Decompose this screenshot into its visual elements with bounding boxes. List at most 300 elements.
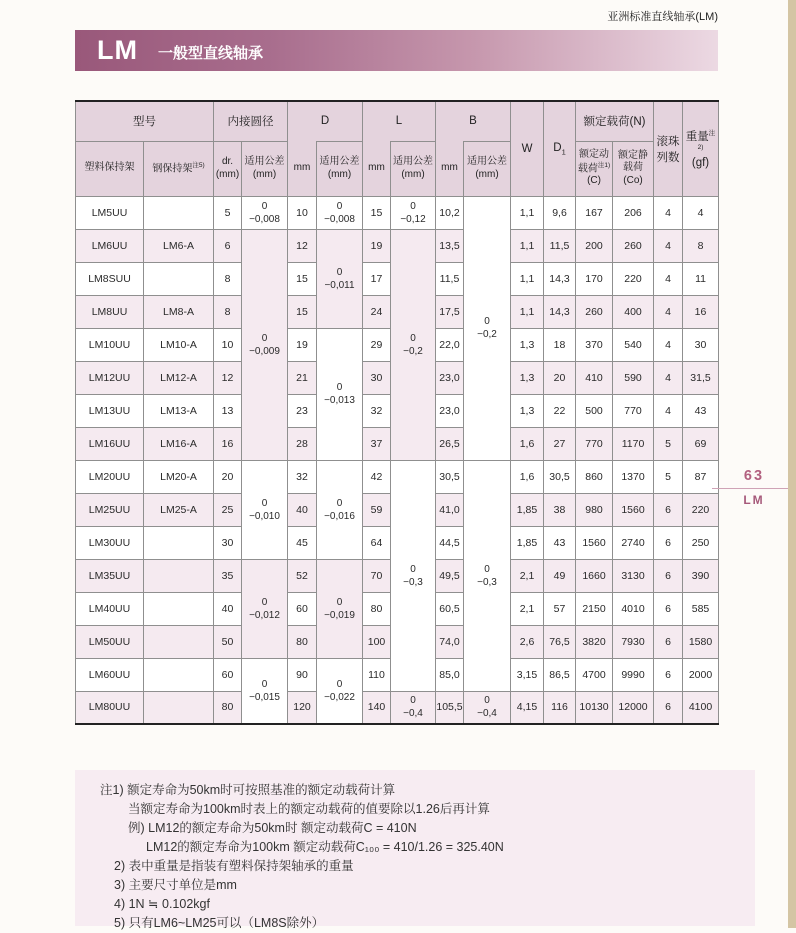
dr-tolerance-cell-upper: 0 xyxy=(261,678,268,690)
dr-tolerance-cell xyxy=(242,559,288,658)
d-value-cell: 52 xyxy=(288,559,317,592)
dr-tolerance-cell-lower: −0,015 xyxy=(249,691,280,703)
side-page-marker xyxy=(712,468,796,507)
ball-rows-cell: 6 xyxy=(654,592,683,625)
d1-value-cell: 22 xyxy=(544,394,576,427)
d-value-cell: 23 xyxy=(288,394,317,427)
ball-rows-cell: 4 xyxy=(654,295,683,328)
col-header-bore: 内接圆径 xyxy=(214,101,288,141)
weight-cell: 220 xyxy=(683,493,719,526)
page-section-label: LM xyxy=(743,493,765,507)
dynamic-load-sup: 注1) xyxy=(597,161,611,169)
b-value-cell: 105,5 xyxy=(436,691,464,724)
plastic-cage-model-cell: LM6UU xyxy=(76,229,144,262)
static-load-cell: 540 xyxy=(613,328,654,361)
footnote-line: 当额定寿命为100km时表上的额定动载荷的值要除以1.26后再计算 xyxy=(128,802,490,816)
col-header-static-load xyxy=(613,141,654,196)
static-load-line3: (Co) xyxy=(623,174,643,186)
section-banner xyxy=(75,30,718,71)
l-value-cell: 19 xyxy=(363,229,391,262)
w-value-cell: 4,15 xyxy=(511,691,544,724)
dr-value-cell: 25 xyxy=(214,493,242,526)
w-value-cell: 1,1 xyxy=(511,262,544,295)
l-tolerance-cell-lower: −0,4 xyxy=(403,708,423,720)
static-load-cell: 400 xyxy=(613,295,654,328)
b-tolerance-cell-upper: 0 xyxy=(484,563,490,575)
col-header-dr xyxy=(214,141,242,196)
dr-value-cell: 35 xyxy=(214,559,242,592)
d1-value-cell: 76,5 xyxy=(544,625,576,658)
w-value-cell: 1,6 xyxy=(511,460,544,493)
dynamic-load-cell: 770 xyxy=(576,427,613,460)
col-header-d: D xyxy=(288,101,363,141)
dynamic-load-cell: 1660 xyxy=(576,559,613,592)
dynamic-load-cell: 860 xyxy=(576,460,613,493)
d-tolerance-cell-upper: 0 xyxy=(336,266,343,278)
l-tolerance-cell-upper: 0 xyxy=(410,563,416,575)
d1-value-cell: 20 xyxy=(544,361,576,394)
weight-cell: 2000 xyxy=(683,658,719,691)
ball-rows-cell: 5 xyxy=(654,460,683,493)
page-header-right-label: 亚洲标准直线轴承(LM) xyxy=(607,11,718,23)
d-tolerance-cell-upper: 0 xyxy=(336,596,343,608)
static-load-cell: 2740 xyxy=(613,526,654,559)
static-load-cell: 220 xyxy=(613,262,654,295)
b-value-cell: 23,0 xyxy=(436,394,464,427)
col-header-dr-unit: (mm) xyxy=(215,168,240,180)
w-value-cell: 1,3 xyxy=(511,328,544,361)
b-value-cell: 44,5 xyxy=(436,526,464,559)
static-load-cell: 206 xyxy=(613,196,654,229)
footnote-line: 3) 主要尺寸单位是mm xyxy=(114,878,237,892)
b-tolerance-cell-upper: 0 xyxy=(484,316,490,327)
col-header-d-tolerance xyxy=(317,141,363,196)
l-tolerance-cell xyxy=(391,229,436,460)
page-edge-strip xyxy=(788,0,796,928)
dynamic-load-cell: 10130 xyxy=(576,691,613,724)
tolerance-unit: (mm) xyxy=(327,168,352,180)
dr-value-cell: 16 xyxy=(214,427,242,460)
d1-value-cell: 30,5 xyxy=(544,460,576,493)
col-header-dr-tolerance xyxy=(242,141,288,196)
b-value-cell: 11,5 xyxy=(436,262,464,295)
plastic-cage-model-cell: LM40UU xyxy=(76,592,144,625)
ball-rows-cell: 6 xyxy=(654,493,683,526)
footnote-line: 5) 只有LM6~LM25可以（LM8S除外） xyxy=(114,916,325,930)
dynamic-load-cell: 167 xyxy=(576,196,613,229)
d1-value-cell: 14,3 xyxy=(544,295,576,328)
dr-value-cell: 50 xyxy=(214,625,242,658)
d1-value-cell: 14,3 xyxy=(544,262,576,295)
l-value-cell: 30 xyxy=(363,361,391,394)
d-value-cell: 90 xyxy=(288,658,317,691)
static-load-cell: 7930 xyxy=(613,625,654,658)
l-value-cell: 140 xyxy=(363,691,391,724)
steel-cage-model-cell: LM8-A xyxy=(144,295,214,328)
l-tolerance-cell-upper: 0 xyxy=(410,332,416,344)
b-tolerance-cell-lower: −0,4 xyxy=(477,708,497,720)
dr-tolerance-cell-lower: −0,009 xyxy=(249,345,280,357)
d-tolerance-cell-lower: −0,008 xyxy=(324,213,355,225)
w-value-cell: 1,1 xyxy=(511,196,544,229)
plastic-cage-model-cell: LM10UU xyxy=(76,328,144,361)
weight-cell: 30 xyxy=(683,328,719,361)
col-header-d1-sub: 1 xyxy=(561,146,566,156)
tolerance-unit: (mm) xyxy=(252,168,277,180)
d-value-cell: 80 xyxy=(288,625,317,658)
plastic-cage-model-cell: LM8UU xyxy=(76,295,144,328)
dr-tolerance-cell-upper: 0 xyxy=(261,596,268,608)
b-value-cell: 60,5 xyxy=(436,592,464,625)
ball-rows-cell: 6 xyxy=(654,658,683,691)
w-value-cell: 1,3 xyxy=(511,361,544,394)
d-value-cell: 10 xyxy=(288,196,317,229)
plastic-cage-model-cell: LM30UU xyxy=(76,526,144,559)
d-value-cell: 19 xyxy=(288,328,317,361)
ball-rows-cell: 6 xyxy=(654,691,683,724)
dynamic-load-cell: 500 xyxy=(576,394,613,427)
d-value-cell: 15 xyxy=(288,295,317,328)
plastic-cage-model-cell: LM12UU xyxy=(76,361,144,394)
d1-value-cell: 116 xyxy=(544,691,576,724)
col-header-d1 xyxy=(544,101,576,196)
table-row xyxy=(76,460,719,493)
footnote-line: 注1) 额定寿命为50km时可按照基准的额定动载荷计算 xyxy=(100,783,396,797)
section-title: 一般型直线轴承 xyxy=(157,45,263,62)
dr-value-cell: 8 xyxy=(214,262,242,295)
dynamic-load-line1: 额定动 xyxy=(579,149,610,161)
w-value-cell: 2,6 xyxy=(511,625,544,658)
plastic-cage-model-cell: LM20UU xyxy=(76,460,144,493)
b-value-cell: 17,5 xyxy=(436,295,464,328)
tolerance-unit: (mm) xyxy=(401,168,425,180)
steel-cage-model-cell: LM16-A xyxy=(144,427,214,460)
ball-rows-cell: 4 xyxy=(654,229,683,262)
dynamic-load-cell: 980 xyxy=(576,493,613,526)
dr-value-cell: 30 xyxy=(214,526,242,559)
dynamic-load-line3: (C) xyxy=(587,175,601,187)
d-tolerance-cell-lower: −0,019 xyxy=(324,609,355,621)
d-value-cell: 45 xyxy=(288,526,317,559)
l-tolerance-cell-lower: −0,2 xyxy=(403,345,423,357)
d-tolerance-cell xyxy=(317,658,363,724)
tolerance-label: 适用公差 xyxy=(244,156,285,167)
d-tolerance-cell xyxy=(317,460,363,559)
dr-value-cell: 60 xyxy=(214,658,242,691)
ball-rows-cell: 4 xyxy=(654,328,683,361)
plastic-cage-model-cell: LM25UU xyxy=(76,493,144,526)
l-tolerance-cell-upper: 0 xyxy=(410,200,416,212)
col-header-b-tolerance xyxy=(464,141,511,196)
l-tolerance-cell-upper: 0 xyxy=(410,695,416,707)
w-value-cell: 1,1 xyxy=(511,229,544,262)
ball-rows-cell: 4 xyxy=(654,361,683,394)
weight-cell: 43 xyxy=(683,394,719,427)
steel-cage-model-cell: LM6-A xyxy=(144,229,214,262)
d-tolerance-cell xyxy=(317,196,363,229)
steel-cage-model-cell xyxy=(144,658,214,691)
col-header-dynamic-load xyxy=(576,141,613,196)
plastic-cage-model-cell: LM80UU xyxy=(76,691,144,724)
dr-tolerance-cell-upper: 0 xyxy=(261,332,268,344)
d1-value-cell: 9,6 xyxy=(544,196,576,229)
steel-cage-model-cell: LM12-A xyxy=(144,361,214,394)
l-value-cell: 42 xyxy=(363,460,391,493)
d1-value-cell: 18 xyxy=(544,328,576,361)
w-value-cell: 1,85 xyxy=(511,493,544,526)
w-value-cell: 1,1 xyxy=(511,295,544,328)
plastic-cage-model-cell: LM60UU xyxy=(76,658,144,691)
d1-value-cell: 49 xyxy=(544,559,576,592)
d-value-cell: 60 xyxy=(288,592,317,625)
dynamic-load-cell: 3820 xyxy=(576,625,613,658)
steel-cage-model-cell: LM25-A xyxy=(144,493,214,526)
steel-cage-model-cell: LM10-A xyxy=(144,328,214,361)
dr-value-cell: 40 xyxy=(214,592,242,625)
dynamic-load-cell: 2150 xyxy=(576,592,613,625)
footnote-line: LM12的额定寿命为100km 额定动载荷C₁₀₀ = 410/1.26 = 325.40N xyxy=(146,840,504,854)
d-value-cell: 12 xyxy=(288,229,317,262)
w-value-cell: 1,3 xyxy=(511,394,544,427)
tolerance-label: 适用公差 xyxy=(319,156,360,167)
col-header-steel-cage xyxy=(144,141,214,196)
tolerance-label: 适用公差 xyxy=(467,156,507,167)
l-value-cell: 59 xyxy=(363,493,391,526)
dynamic-load-cell: 4700 xyxy=(576,658,613,691)
b-value-cell: 74,0 xyxy=(436,625,464,658)
plastic-cage-model-cell: LM5UU xyxy=(76,196,144,229)
weight-cell: 1580 xyxy=(683,625,719,658)
footnote-line: 2) 表中重量是指装有塑料保持架轴承的重量 xyxy=(114,859,354,873)
plastic-cage-model-cell: LM35UU xyxy=(76,559,144,592)
bearing-spec-table xyxy=(75,100,719,725)
static-load-cell: 4010 xyxy=(613,592,654,625)
b-value-cell: 26,5 xyxy=(436,427,464,460)
dr-value-cell: 6 xyxy=(214,229,242,262)
static-load-cell: 3130 xyxy=(613,559,654,592)
col-header-l-mm: mm xyxy=(363,141,391,196)
d1-value-cell: 43 xyxy=(544,526,576,559)
w-value-cell: 2,1 xyxy=(511,559,544,592)
ball-rows-cell: 4 xyxy=(654,196,683,229)
dr-value-cell: 12 xyxy=(214,361,242,394)
dr-tolerance-cell-upper: 0 xyxy=(261,200,268,212)
table-row xyxy=(76,196,719,229)
l-value-cell: 24 xyxy=(363,295,391,328)
weight-cell: 585 xyxy=(683,592,719,625)
d-tolerance-cell-upper: 0 xyxy=(336,200,343,212)
weight-cell: 8 xyxy=(683,229,719,262)
b-value-cell: 49,5 xyxy=(436,559,464,592)
b-tolerance-cell-lower: −0,2 xyxy=(477,329,497,340)
weight-cell: 250 xyxy=(683,526,719,559)
d-value-cell: 120 xyxy=(288,691,317,724)
plastic-cage-model-cell: LM8SUU xyxy=(76,262,144,295)
ball-rows-cell: 6 xyxy=(654,625,683,658)
w-value-cell: 1,85 xyxy=(511,526,544,559)
weight-cell: 4 xyxy=(683,196,719,229)
col-header-d-mm: mm xyxy=(288,141,317,196)
static-load-cell: 9990 xyxy=(613,658,654,691)
dr-tolerance-cell xyxy=(242,229,288,460)
dynamic-load-cell: 170 xyxy=(576,262,613,295)
table-header xyxy=(76,101,719,196)
col-header-plastic-cage: 塑料保持架 xyxy=(76,141,144,196)
plastic-cage-model-cell: LM50UU xyxy=(76,625,144,658)
dynamic-load-cell: 200 xyxy=(576,229,613,262)
steel-cage-model-cell xyxy=(144,262,214,295)
weight-cell: 4100 xyxy=(683,691,719,724)
dynamic-load-cell: 1560 xyxy=(576,526,613,559)
d-tolerance-cell-upper: 0 xyxy=(336,382,343,393)
static-load-cell: 1170 xyxy=(613,427,654,460)
d-tolerance-cell xyxy=(317,229,363,328)
steel-cage-model-cell xyxy=(144,526,214,559)
ball-rows-cell: 6 xyxy=(654,559,683,592)
dr-tolerance-cell xyxy=(242,460,288,559)
col-header-weight-sup: 注2) xyxy=(697,130,716,152)
table-row xyxy=(76,691,719,724)
dr-value-cell: 80 xyxy=(214,691,242,724)
weight-cell: 31,5 xyxy=(683,361,719,394)
b-value-cell: 22,0 xyxy=(436,328,464,361)
d-value-cell: 15 xyxy=(288,262,317,295)
w-value-cell: 3,15 xyxy=(511,658,544,691)
b-tolerance-cell xyxy=(464,691,511,724)
col-header-weight-unit: (gf) xyxy=(691,157,710,170)
b-value-cell: 85,0 xyxy=(436,658,464,691)
ball-rows-cell: 6 xyxy=(654,526,683,559)
col-header-ball-rows-line2: 列数 xyxy=(656,151,680,164)
b-value-cell: 13,5 xyxy=(436,229,464,262)
static-load-cell: 1370 xyxy=(613,460,654,493)
steel-cage-model-cell xyxy=(144,559,214,592)
dr-value-cell: 10 xyxy=(214,328,242,361)
col-header-ball-rows xyxy=(654,101,683,196)
section-code: LM xyxy=(97,35,138,65)
static-load-line2: 载荷 xyxy=(623,162,644,174)
l-value-cell: 32 xyxy=(363,394,391,427)
dr-tolerance-cell xyxy=(242,196,288,229)
col-header-l: L xyxy=(363,101,436,141)
dr-tolerance-cell-lower: −0,010 xyxy=(249,510,280,522)
footnote-line: 4) 1N ≒ 0.102kgf xyxy=(114,897,210,911)
static-load-cell: 1560 xyxy=(613,493,654,526)
b-tolerance-cell xyxy=(464,196,511,460)
b-tolerance-cell xyxy=(464,460,511,691)
dr-value-cell: 20 xyxy=(214,460,242,493)
steel-cage-model-cell xyxy=(144,691,214,724)
ball-rows-cell: 5 xyxy=(654,427,683,460)
l-tolerance-cell xyxy=(391,691,436,724)
dr-tolerance-cell-lower: −0,008 xyxy=(249,213,280,225)
dynamic-load-line2: 载荷 xyxy=(577,162,598,174)
page-number: 63 xyxy=(743,468,765,484)
footnotes-panel xyxy=(75,770,755,930)
static-load-cell: 590 xyxy=(613,361,654,394)
steel-cage-model-cell xyxy=(144,592,214,625)
l-value-cell: 64 xyxy=(363,526,391,559)
b-tolerance-cell-upper: 0 xyxy=(484,695,490,707)
col-header-model: 型号 xyxy=(76,101,214,141)
dr-tolerance-cell xyxy=(242,658,288,724)
col-header-w: W xyxy=(511,101,544,196)
table-row xyxy=(76,229,719,262)
weight-cell: 390 xyxy=(683,559,719,592)
dynamic-load-cell: 370 xyxy=(576,328,613,361)
table-body xyxy=(76,196,719,724)
w-value-cell: 1,6 xyxy=(511,427,544,460)
d-tolerance-cell-lower: −0,016 xyxy=(324,510,355,522)
static-load-line1: 额定静 xyxy=(618,149,649,161)
d-value-cell: 32 xyxy=(288,460,317,493)
weight-cell: 69 xyxy=(683,427,719,460)
col-header-d1-base: D xyxy=(553,141,562,154)
l-value-cell: 15 xyxy=(363,196,391,229)
weight-cell: 87 xyxy=(683,460,719,493)
b-tolerance-cell-lower: −0,3 xyxy=(477,576,497,588)
b-value-cell: 41,0 xyxy=(436,493,464,526)
b-value-cell: 23,0 xyxy=(436,361,464,394)
col-header-b-mm: mm xyxy=(436,141,464,196)
steel-cage-model-cell: LM20-A xyxy=(144,460,214,493)
col-header-rated-load: 额定载荷(N) xyxy=(576,101,654,141)
l-tolerance-cell-lower: −0,12 xyxy=(400,213,426,225)
d-value-cell: 21 xyxy=(288,361,317,394)
tolerance-unit: (mm) xyxy=(475,168,499,180)
b-value-cell: 10,2 xyxy=(436,196,464,229)
l-value-cell: 110 xyxy=(363,658,391,691)
steel-cage-model-cell: LM13-A xyxy=(144,394,214,427)
dr-value-cell: 8 xyxy=(214,295,242,328)
l-tolerance-cell-lower: −0,3 xyxy=(403,576,423,588)
col-header-weight-label: 重量 xyxy=(685,131,709,144)
d-tolerance-cell-lower: −0,013 xyxy=(324,395,355,406)
w-value-cell: 2,1 xyxy=(511,592,544,625)
l-value-cell: 70 xyxy=(363,559,391,592)
d-tolerance-cell-upper: 0 xyxy=(336,497,343,509)
col-header-l-tolerance xyxy=(391,141,436,196)
dr-tolerance-cell-lower: −0,012 xyxy=(249,609,280,621)
col-header-weight xyxy=(683,101,719,196)
col-header-ball-rows-line1: 滚珠 xyxy=(656,135,680,148)
d1-value-cell: 38 xyxy=(544,493,576,526)
ball-rows-cell: 4 xyxy=(654,394,683,427)
steel-cage-model-cell xyxy=(144,196,214,229)
l-value-cell: 100 xyxy=(363,625,391,658)
d-tolerance-cell xyxy=(317,559,363,658)
static-load-cell: 12000 xyxy=(613,691,654,724)
d-value-cell: 40 xyxy=(288,493,317,526)
weight-cell: 11 xyxy=(683,262,719,295)
d-tolerance-cell-lower: −0,022 xyxy=(324,691,355,703)
l-tolerance-cell xyxy=(391,460,436,691)
d-tolerance-cell-lower: −0,011 xyxy=(324,279,355,291)
col-header-steel-cage-label: 钢保持架 xyxy=(152,162,193,174)
ball-rows-cell: 4 xyxy=(654,262,683,295)
l-value-cell: 29 xyxy=(363,328,391,361)
dynamic-load-cell: 260 xyxy=(576,295,613,328)
l-value-cell: 80 xyxy=(363,592,391,625)
col-header-dr-label: dr. xyxy=(221,156,234,167)
d-tolerance-cell-upper: 0 xyxy=(336,678,343,690)
d-value-cell: 28 xyxy=(288,427,317,460)
l-tolerance-cell xyxy=(391,196,436,229)
dynamic-load-cell: 410 xyxy=(576,361,613,394)
weight-cell: 16 xyxy=(683,295,719,328)
d1-value-cell: 57 xyxy=(544,592,576,625)
dr-value-cell: 13 xyxy=(214,394,242,427)
